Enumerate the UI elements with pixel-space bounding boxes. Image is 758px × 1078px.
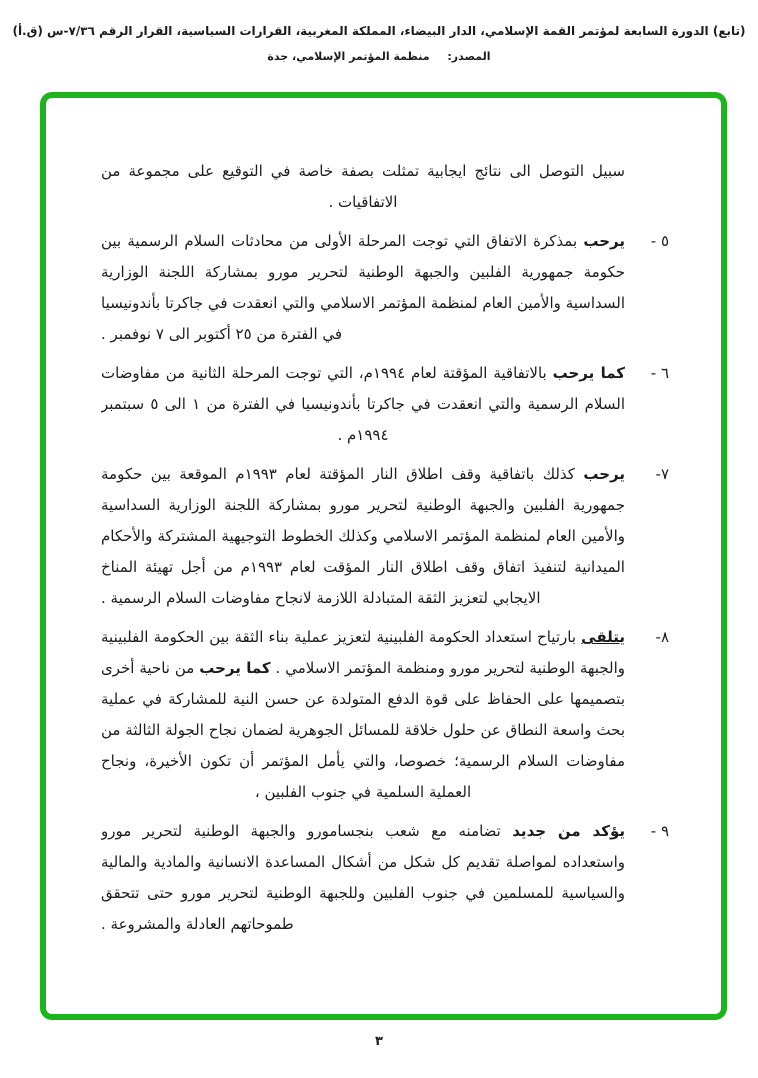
emphasis-text: يؤكد من جديد — [512, 822, 625, 840]
paragraph-number: ٨- — [655, 628, 669, 646]
emphasis-text: يتلقى — [581, 628, 625, 646]
source-value: منظمة المؤتمر الإسلامي، جدة — [267, 50, 430, 63]
paragraph-text — [101, 358, 625, 451]
paragraph-text — [101, 459, 625, 614]
page-number: ٣ — [375, 1034, 383, 1049]
emphasis-text: كما يرحب — [552, 364, 625, 382]
body-text: من ناحية أخرى بتصميمها على الحفاظ على قوة الدفع المتولدة عن حسن النية للمشاركة في عملية بحث واسعة النطاق عن حلول خلاقة للمسائل الجوهرية لضمان نجاح الجولة الثالثة من مفاوضات السلام الرسمية؛ خصوصا، والتي يأمل المؤتمر أن تكون الأخيرة، ونجاح العملية السلمية في جنوب الفلبين ، — [101, 659, 625, 801]
paragraph-text — [101, 226, 625, 350]
paragraph — [101, 816, 669, 940]
body-text: بالاتفاقية المؤقتة لعام ١٩٩٤م، التي توجت المرحلة الثانية من مفاوضات السلام الرسمية والتي انعقدت في جاكرتا بأندونيسيا في الفترة من ١ الى ٥ سبتمبر ١٩٩٤م . — [101, 364, 625, 444]
document-header — [0, 24, 758, 63]
paragraph-text — [101, 622, 625, 808]
body-text: بمذكرة الاتفاق التي توجت المرحلة الأولى من محادثات السلام الرسمية بين حكومة جمهورية الفلبين والجبهة الوطنية لتحرير مورو بمشاركة اللجنة الوزارية السداسية والأمين العام لمنظمة المؤتمر الاسلامي والتي انعقدت في جاكرتا بأندونيسيا في الفترة من ٢٥ أكتوبر الى ٧ نوفمبر . — [101, 232, 625, 343]
emphasis-text: يرحب — [583, 465, 625, 483]
paragraph-number: ٩ - — [650, 822, 669, 840]
emphasis-text: كما يرحب — [199, 659, 271, 677]
body-text: تضامنه مع شعب بنجسامورو والجبهة الوطنية لتحرير مورو واستعداده لمواصلة تقديم كل شكل من أشكال المساعدة الانسانية والمادية والمالية والسياسية للمسلمين في جنوب الفلبين وللجبهة الوطنية لتحرير مورو حتى تتحقق طموحاتهم العادلة والمشروعة . — [101, 822, 625, 933]
paragraph — [101, 622, 669, 808]
body-text: بارتياح استعداد الحكومة الفلبينية لتعزيز عملية بناء الثقة بين الحكومة الفلبينية والجبهة الوطنية لتحرير مورو ومنظمة المؤتمر الاسلامي . — [101, 628, 625, 677]
emphasis-text: يرحب — [583, 232, 625, 250]
paragraph-number: ٥ - — [650, 232, 669, 250]
paragraph-number: ٦ - — [650, 364, 669, 382]
paragraph-text — [101, 816, 625, 940]
paragraph — [101, 156, 669, 218]
paragraph — [101, 358, 669, 451]
paragraph — [101, 226, 669, 350]
paragraphs — [101, 156, 669, 1004]
paragraph-number: ٧- — [655, 465, 669, 483]
body-text: كذلك باتفاقية وقف اطلاق النار المؤقتة لعام ١٩٩٣م الموقعة بين حكومة جمهورية الفلبين والجبهة الوطنية لتحرير مورو بمشاركة اللجنة الوزارية السداسية والأمين العام لمنظمة المؤتمر الاسلامي وكذلك الخطوط التوجيهية المشتركة والأحكام الميدانية لتنفيذ اتفاق وقف اطلاق النار المؤقت لعام ١٩٩٣م من أجل تهيئة المناخ الايجابي لتعزيز الثقة المتبادلة اللازمة لانجاح مفاوضات السلام الرسمية . — [101, 465, 625, 607]
header-title: (تابع) الدورة السابعة لمؤتمر القمة الإسلامي، الدار البيضاء، المملكة المغربية، القرارات السياسية، القرار الرقم ٧/٣٦-س (ق.أ) — [12, 24, 746, 38]
paragraph — [101, 459, 669, 614]
source-label: المصدر: — [447, 50, 491, 63]
body-text: سبيل التوصل الى نتائج ايجابية تمثلت بصفة خاصة في التوقيع على مجموعة من الاتفاقيات . — [101, 162, 625, 211]
paragraph-text — [101, 156, 625, 218]
header-source — [0, 50, 758, 63]
page-border-frame — [40, 92, 727, 1020]
